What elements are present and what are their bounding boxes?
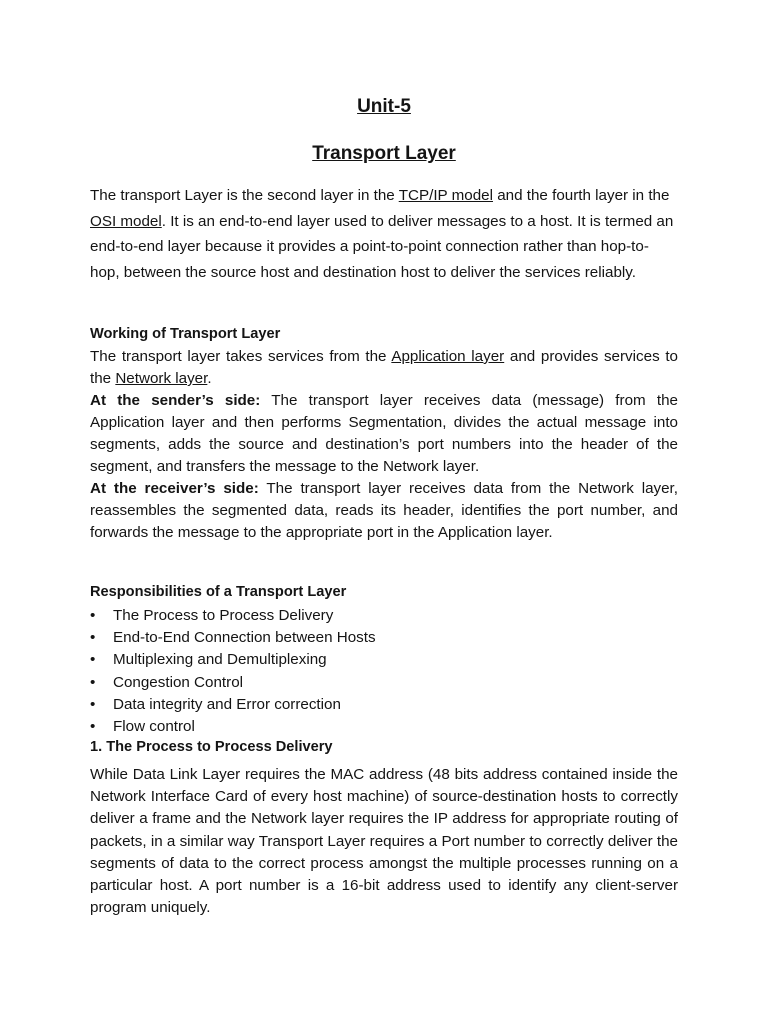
- unit-title: Unit-5: [357, 96, 411, 117]
- application-layer-link[interactable]: Application layer: [391, 348, 505, 365]
- working-paragraph: [90, 346, 678, 390]
- process-delivery-heading: 1. The Process to Process Delivery: [90, 739, 333, 755]
- network-layer-link[interactable]: Network layer: [115, 370, 208, 387]
- sender-text: The transport layer receives data (message) from the Application layer and then performs Segmentation, divides the actual message into segments, adds the source and destination’s port numbers into the header of the segment, and transfers the message to the Network layer.: [90, 392, 678, 475]
- responsibilities-list: [90, 605, 376, 738]
- bullet-icon: •: [90, 651, 96, 669]
- intro-text-1: The transport Layer is the second layer in the: [90, 187, 399, 204]
- bullet-icon: •: [90, 695, 96, 713]
- sender-paragraph: [90, 390, 678, 478]
- working-heading: Working of Transport Layer: [90, 326, 281, 342]
- list-item: • End-to-End Connection between Hosts: [90, 627, 376, 649]
- process-delivery-paragraph: While Data Link Layer requires the MAC address (48 bits address contained inside the Network Interface Card of every host machine) of source-destination hosts to correctly deliver a frame and the Network layer requires the IP address for appropriate routing of packets, in a similar way Transport Layer requires a Port number to correctly deliver the segments of data to the correct process amongst the multiple processes running on a particular host. A port number is a 16-bit address used to identify any client-server program uniquely.: [90, 766, 678, 917]
- bullet-icon: •: [90, 718, 96, 736]
- list-item: • Multiplexing and Demultiplexing: [90, 649, 376, 671]
- working-text-3: .: [207, 370, 212, 387]
- working-section: [90, 346, 678, 544]
- tcpip-model-link[interactable]: TCP/IP model: [398, 187, 493, 204]
- intro-text-3: . It is an end-to-end layer used to deliver messages to a host. It is termed an end-to-end layer because it provides a point-to-point connection rather than hop-to-hop, between the source host and destination host to deliver the services reliably.: [90, 212, 674, 281]
- responsibilities-heading: Responsibilities of a Transport Layer: [90, 584, 347, 600]
- working-text-1: The transport layer takes services from the: [90, 348, 392, 365]
- receiver-paragraph: [90, 478, 678, 544]
- working-text-2: and provides services to the: [90, 348, 678, 387]
- bullet-icon: •: [90, 629, 96, 647]
- list-item: • The Process to Process Delivery: [90, 605, 376, 627]
- document-page: [90, 0, 678, 1024]
- sender-label: At the sender’s side:: [90, 392, 261, 409]
- receiver-text: The transport layer receives data from the Network layer, reassembles the segmented data, reads its header, identifies the port number, and forwards the message to the appropriate port in the Application layer.: [90, 480, 678, 541]
- list-item: • Flow control: [90, 716, 376, 738]
- list-item: • Data integrity and Error correction: [90, 694, 376, 716]
- page-title: Transport Layer: [312, 143, 456, 164]
- bullet-icon: •: [90, 607, 96, 624]
- intro-text-2: and the fourth layer in the: [492, 187, 670, 204]
- bullet-icon: •: [90, 673, 96, 691]
- receiver-label: At the receiver’s side:: [90, 480, 259, 497]
- osi-model-link[interactable]: OSI model: [90, 212, 162, 230]
- intro-paragraph: [90, 183, 678, 285]
- list-item: • Congestion Control: [90, 672, 376, 694]
